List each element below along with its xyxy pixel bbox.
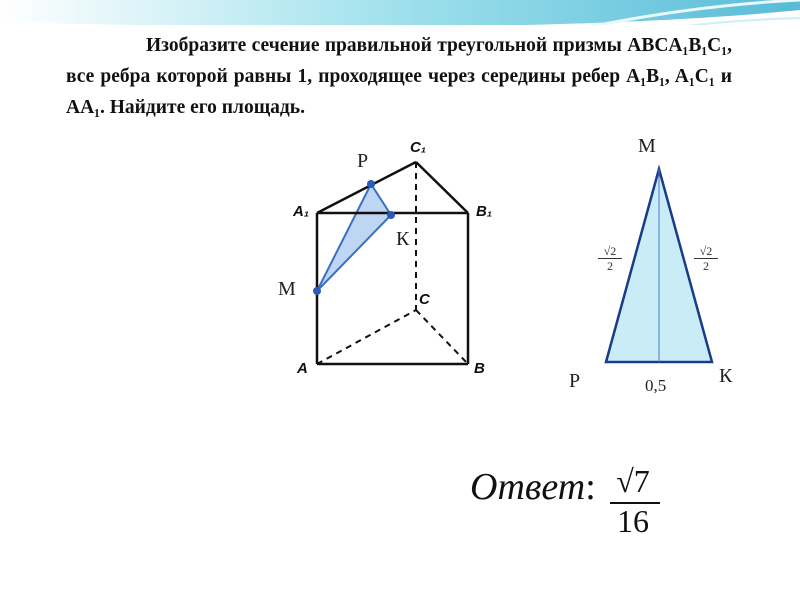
point-m (313, 287, 321, 295)
label-a1: A₁ (293, 203, 310, 220)
edge-a-c (317, 310, 416, 364)
label-p: Р (357, 150, 369, 172)
side-left-num: √2 (603, 244, 617, 258)
label-m: М (278, 278, 296, 300)
side-left-den: 2 (598, 258, 622, 273)
section-triangle (317, 184, 391, 291)
label-c1: C₁ (410, 139, 427, 156)
point-k (387, 211, 395, 219)
side-right-label (694, 244, 718, 273)
answer-denominator: 16 (617, 503, 649, 539)
edge-c1-b1 (416, 162, 468, 213)
answer-word: Ответ (470, 466, 586, 508)
label-c: C (419, 291, 430, 308)
answer-fraction (608, 463, 658, 540)
point-p (367, 180, 375, 188)
edge-c-b (416, 310, 468, 364)
side-left-label (598, 244, 622, 273)
label-b1: B₁ (476, 203, 493, 220)
base-label: 0,5 (645, 376, 667, 395)
label-k: К (396, 228, 410, 250)
answer-label (470, 465, 596, 509)
tri-label-k: К (719, 365, 733, 387)
side-right-den: 2 (694, 258, 718, 273)
answer-colon: : (585, 466, 596, 508)
label-b: B (474, 360, 485, 377)
problem-text: Изобразите сечение правильной треугольной призмы ABCA₁B₁C₁, все ребра которой равны 1, проходящее через середины ребер A₁B₁, A₁C₁ и AA₁. Найдите его площадь. (66, 35, 732, 118)
label-a: A (297, 360, 308, 377)
answer-numerator: √7 (616, 463, 650, 499)
tri-label-m: М (638, 135, 656, 157)
side-right-num: √2 (699, 244, 713, 258)
tri-label-p: Р (569, 370, 581, 392)
